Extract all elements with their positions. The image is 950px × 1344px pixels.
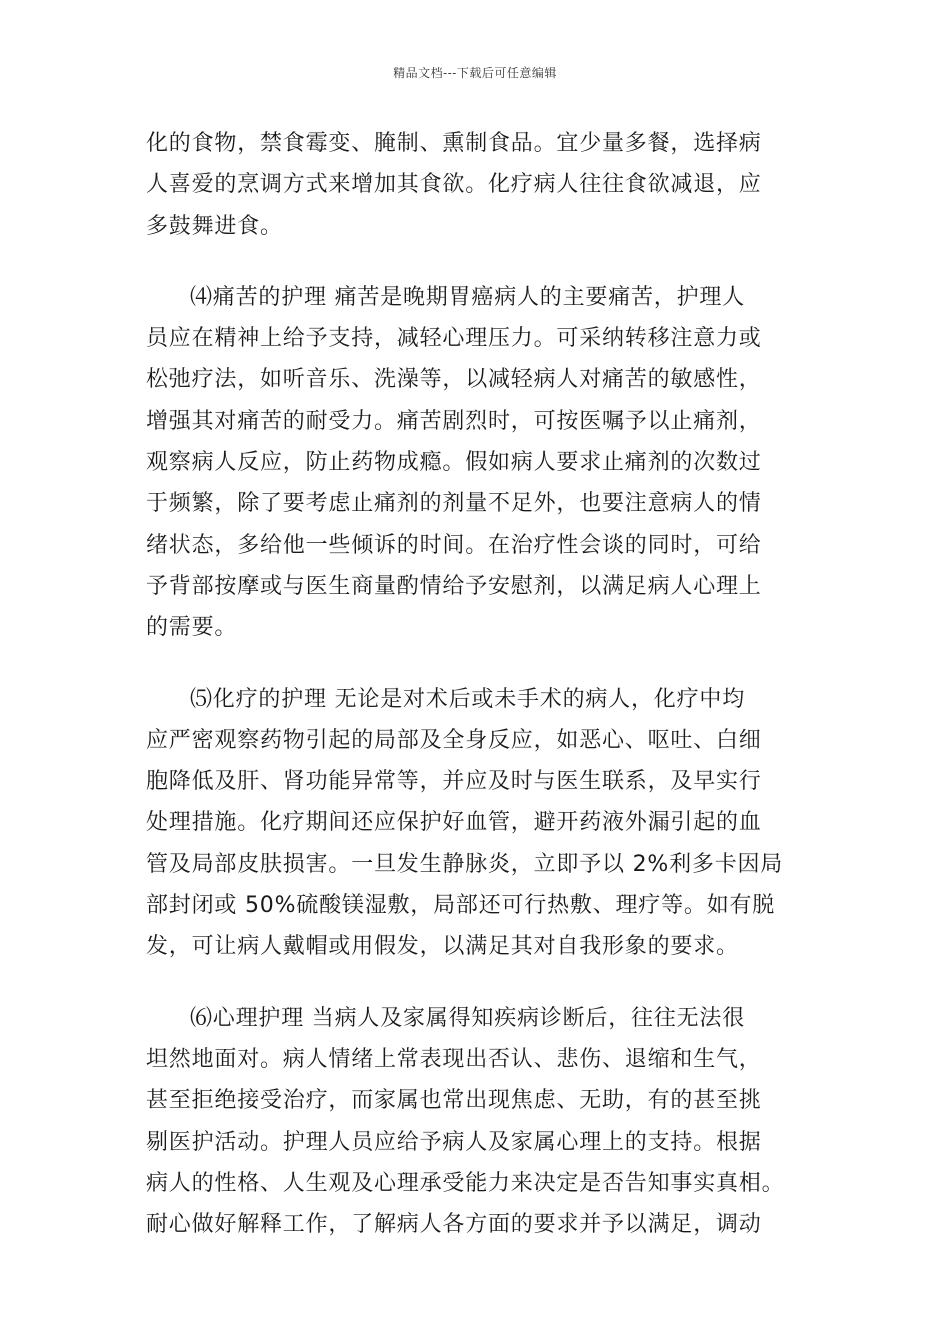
text-line: 处理措施。化疗期间还应保护好血管，避开药液外漏引起的血 (146, 810, 762, 836)
text-line: ⑹心理护理 当病人及家属得知疾病诊断后，往往无法很 (190, 1005, 745, 1031)
text-line: 胞降低及肝、肾功能异常等，并应及时与医生联系，及早实行 (146, 769, 762, 795)
text-line: 人喜爱的烹调方式来增加其食欲。化疗病人往往食欲减退，应 (146, 172, 762, 198)
paragraph-pain-care (146, 277, 816, 649)
text-line: 管及局部皮肤损害。一旦发生静脉炎，立即予以 2%利多卡因局 (146, 851, 784, 877)
text-line: 甚至拒绝接受治疗，而家属也常出现焦虑、无助，有的甚至挑 (146, 1088, 762, 1114)
text-line: 发，可让病人戴帽或用假发，以满足其对自我形象的要求。 (146, 934, 739, 960)
paragraph-diet-continued (146, 123, 816, 247)
text-line: 多鼓舞进食。 (146, 213, 283, 239)
text-line: 化的食物，禁食霉变、腌制、熏制食品。宜少量多餐，选择病 (146, 131, 762, 156)
text-line: 部封闭或 50%硫酸镁湿敷，局部还可行热敷、理疗等。如有脱 (146, 893, 776, 919)
text-line: ⑸化疗的护理 无论是对术后或未手术的病人，化疗中均 (190, 686, 745, 712)
text-line: 松弛疗法，如听音乐、洗澡等，以减轻病人对痛苦的敏感性， (146, 367, 762, 393)
text-line: 予背部按摩或与医生商量酌情给予安慰剂，以满足病人心理上 (146, 573, 762, 599)
text-line: 应严密观察药物引起的局部及全身反应，如恶心、呕吐、白细 (146, 727, 762, 753)
text-line: 于频繁，除了要考虑止痛剂的剂量不足外，也要注意病人的情 (146, 491, 762, 517)
text-line: 的需要。 (146, 615, 238, 641)
paragraph-chemotherapy-care (146, 679, 816, 968)
text-line: 增强其对痛苦的耐受力。痛苦剧烈时，可按医嘱予以止痛剂， (146, 408, 762, 434)
paragraph-psychological-care (146, 998, 816, 1246)
text-line: 坦然地面对。病人情绪上常表现出否认、悲伤、退缩和生气， (146, 1046, 762, 1072)
page-header: 精品文档---下载后可任意编辑 (393, 66, 557, 80)
text-line: 绪状态，多给他一些倾诉的时间。在治疗性会谈的同时，可给 (146, 532, 762, 558)
text-line: 病人的性格、人生观及心理承受能力来决定是否告知事实真相。 (146, 1170, 785, 1196)
text-line: 观察病人反应，防止药物成瘾。假如病人要求止痛剂的次数过 (146, 450, 762, 476)
text-line: 剔医护活动。护理人员应给予病人及家属心理上的支持。根据 (146, 1129, 762, 1155)
text-line: ⑷痛苦的护理 痛苦是晚期胃癌病人的主要痛苦，护理人 (190, 284, 745, 310)
text-line: 耐心做好解释工作，了解病人各方面的要求并予以满足，调动 (146, 1212, 762, 1238)
document-body (146, 123, 816, 1245)
text-line: 员应在精神上给予支持，减轻心理压力。可采纳转移注意力或 (146, 326, 762, 352)
